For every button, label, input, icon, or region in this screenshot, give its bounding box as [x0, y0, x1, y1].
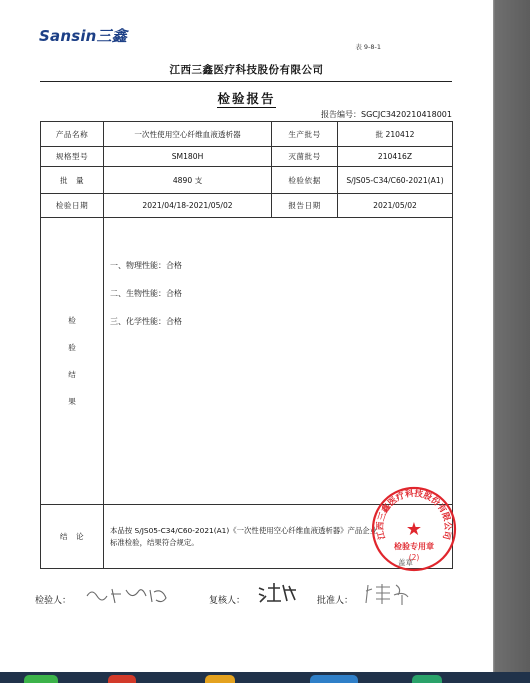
report-date-value: 2021/05/02: [338, 194, 453, 218]
batch-qty-value: 4890 支: [104, 167, 272, 194]
conclusion-label: 结 论: [41, 505, 104, 569]
report-number: 报告编号：SGCJC3420210418001: [321, 110, 452, 119]
approver-label: 批准人：: [317, 596, 354, 606]
reviewer-signature: [256, 580, 300, 606]
viewer-background: [493, 0, 530, 672]
result-label-char: 检: [68, 316, 76, 325]
report-date-label: 报告日期: [272, 194, 338, 218]
table-row: [41, 218, 453, 505]
result-item: 三、化学性能：合格: [110, 317, 182, 326]
result-item: 一、物理性能：合格: [110, 261, 182, 270]
basis-value: S/JS05-C34/C60-2021(A1): [338, 167, 453, 194]
result-label: [41, 218, 104, 505]
table-row: [41, 167, 453, 194]
reviewer-label: 复核人：: [209, 596, 246, 606]
taskbar-app-icon[interactable]: [108, 675, 136, 683]
model-label: 规格型号: [41, 147, 104, 167]
seal-arc-text: 江西三鑫医疗科技股份有限公司: [375, 488, 453, 541]
batch-qty-label: 批 量: [41, 167, 104, 194]
conclusion-paragraph: 本品按 S/JS05-C34/C60-2021(A1)《一次性使用空心纤维血液透析器》产品企业标准检验，结果符合规定。: [110, 525, 378, 547]
table-row: [41, 122, 453, 147]
company-logo: Sansin三鑫: [39, 27, 127, 45]
result-item: 二、生物性能：合格: [110, 289, 182, 298]
result-label-char: 验: [68, 343, 76, 352]
product-name-label: 产品名称: [41, 122, 104, 147]
test-date-value: 2021/04/18-2021/05/02: [104, 194, 272, 218]
inspector-label: 检验人：: [35, 596, 72, 606]
sterilization-batch-label: 灭菌批号: [272, 147, 338, 167]
table-row: [41, 194, 453, 218]
taskbar-app-icon[interactable]: [412, 675, 442, 683]
table-row: [41, 147, 453, 167]
product-name-value: 一次性使用空心纤维血液透析器: [104, 122, 272, 147]
taskbar-app-icon[interactable]: [24, 675, 58, 683]
taskbar-app-icon[interactable]: [205, 675, 235, 683]
basis-label: 检验依据: [272, 167, 338, 194]
company-name: 江西三鑫医疗科技股份有限公司: [169, 64, 324, 76]
report-title-text: 检验报告: [217, 91, 276, 106]
result-label-char: 结: [68, 370, 76, 379]
seal-number: (2): [408, 553, 420, 562]
official-seal: [370, 485, 458, 573]
results-cell: [104, 218, 453, 505]
stamp-label: 盖章: [398, 558, 413, 567]
form-number: 表 9-8-1: [355, 43, 381, 51]
test-date-label: 检验日期: [41, 194, 104, 218]
seal-inner-text: 检验专用章: [394, 542, 434, 551]
taskbar-app-icon[interactable]: [310, 675, 358, 683]
inspector-signature: [84, 584, 174, 606]
production-batch-label: 生产批号: [272, 122, 338, 147]
sterilization-batch-value: 210416Z: [338, 147, 453, 167]
taskbar: [0, 672, 530, 683]
report-title: [0, 89, 493, 107]
seal-star-icon: ★: [405, 519, 423, 540]
production-batch-value: 批 210412: [338, 122, 453, 147]
approver-signature: [364, 581, 414, 607]
result-label-char: 果: [68, 397, 76, 406]
model-value: SM180H: [104, 147, 272, 167]
header-divider: [40, 81, 452, 82]
